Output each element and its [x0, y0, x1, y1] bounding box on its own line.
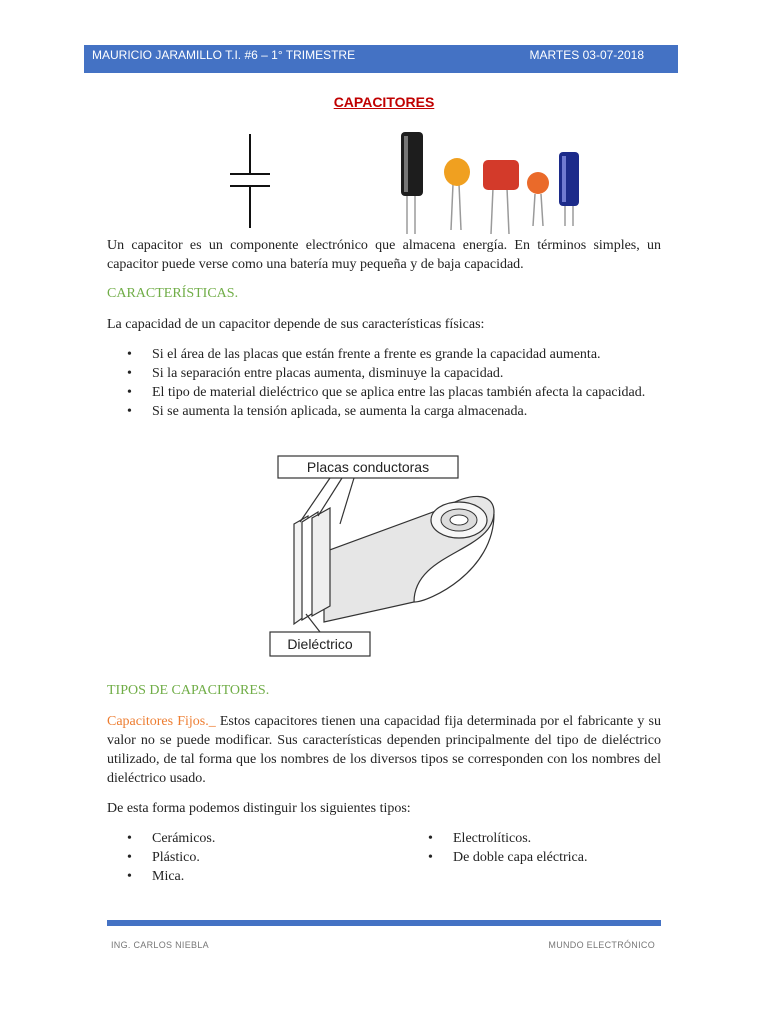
diagram-top-label: Placas conductoras	[306, 459, 430, 475]
header-author: MAURICIO JARAMILLO T.I. #6 – 1° TRIMESTRE	[92, 48, 356, 62]
caracteristicas-list	[107, 345, 661, 421]
types-list-right	[408, 829, 661, 867]
page-title: CAPACITORES	[333, 94, 435, 110]
list-item: • Cerámicos.	[107, 829, 407, 848]
diagram-bottom-label: Dieléctrico	[287, 636, 353, 652]
types-lead: De esta forma podemos distinguir los siguientes tipos:	[107, 801, 411, 816]
types-list-left	[107, 829, 407, 886]
fixed-capacitors-label: Capacitores Fijos._	[107, 714, 216, 729]
caracteristicas-lead: La capacidad de un capacitor depende de sus características físicas:	[107, 317, 485, 332]
capacitor-symbol-icon	[225, 134, 275, 228]
list-item: • Plástico.	[107, 848, 407, 867]
capacitor-structure-diagram	[264, 452, 496, 662]
list-item: • Si el área de las placas que están frente a frente es grande la capacidad aumenta.	[107, 345, 661, 364]
fixed-capacitors-paragraph	[107, 712, 661, 788]
section-heading-caracteristicas: CARACTERÍSTICAS.	[107, 286, 239, 301]
page-header	[84, 45, 678, 73]
list-item: • Si la separación entre placas aumenta, disminuye la capacidad.	[107, 364, 661, 383]
list-item: • De doble capa eléctrica.	[408, 848, 661, 867]
capacitors-photo	[395, 126, 587, 234]
footer-left: ING. CARLOS NIEBLA	[111, 940, 209, 950]
header-date: MARTES 03-07-2018	[529, 48, 644, 62]
footer-right: MUNDO ELECTRÓNICO	[548, 940, 655, 950]
list-item: • Si se aumenta la tensión aplicada, se aumenta la carga almacenada.	[107, 402, 661, 421]
fixed-capacitors-text: Estos capacitores tienen una capacidad fija determinada por el fabricante y su valor no se puede modificar. Sus características dependen principalmente del tipo de dieléctrico utilizado, de tal forma que los nombres de los diversos tipos se corresponden con los nombres del dieléctrico usado.	[107, 714, 661, 786]
intro-paragraph: Un capacitor es un componente electrónico que almacena energía. En términos simples, un capacitor puede verse como una batería muy pequeña y de baja capacidad.	[107, 238, 661, 272]
list-item: • El tipo de material dieléctrico que se aplica entre las placas también afecta la capacidad.	[107, 383, 661, 402]
section-heading-tipos: TIPOS DE CAPACITORES.	[107, 683, 270, 698]
list-item: • Mica.	[107, 867, 407, 886]
footer-divider	[107, 920, 661, 926]
list-item: • Electrolíticos.	[408, 829, 661, 848]
